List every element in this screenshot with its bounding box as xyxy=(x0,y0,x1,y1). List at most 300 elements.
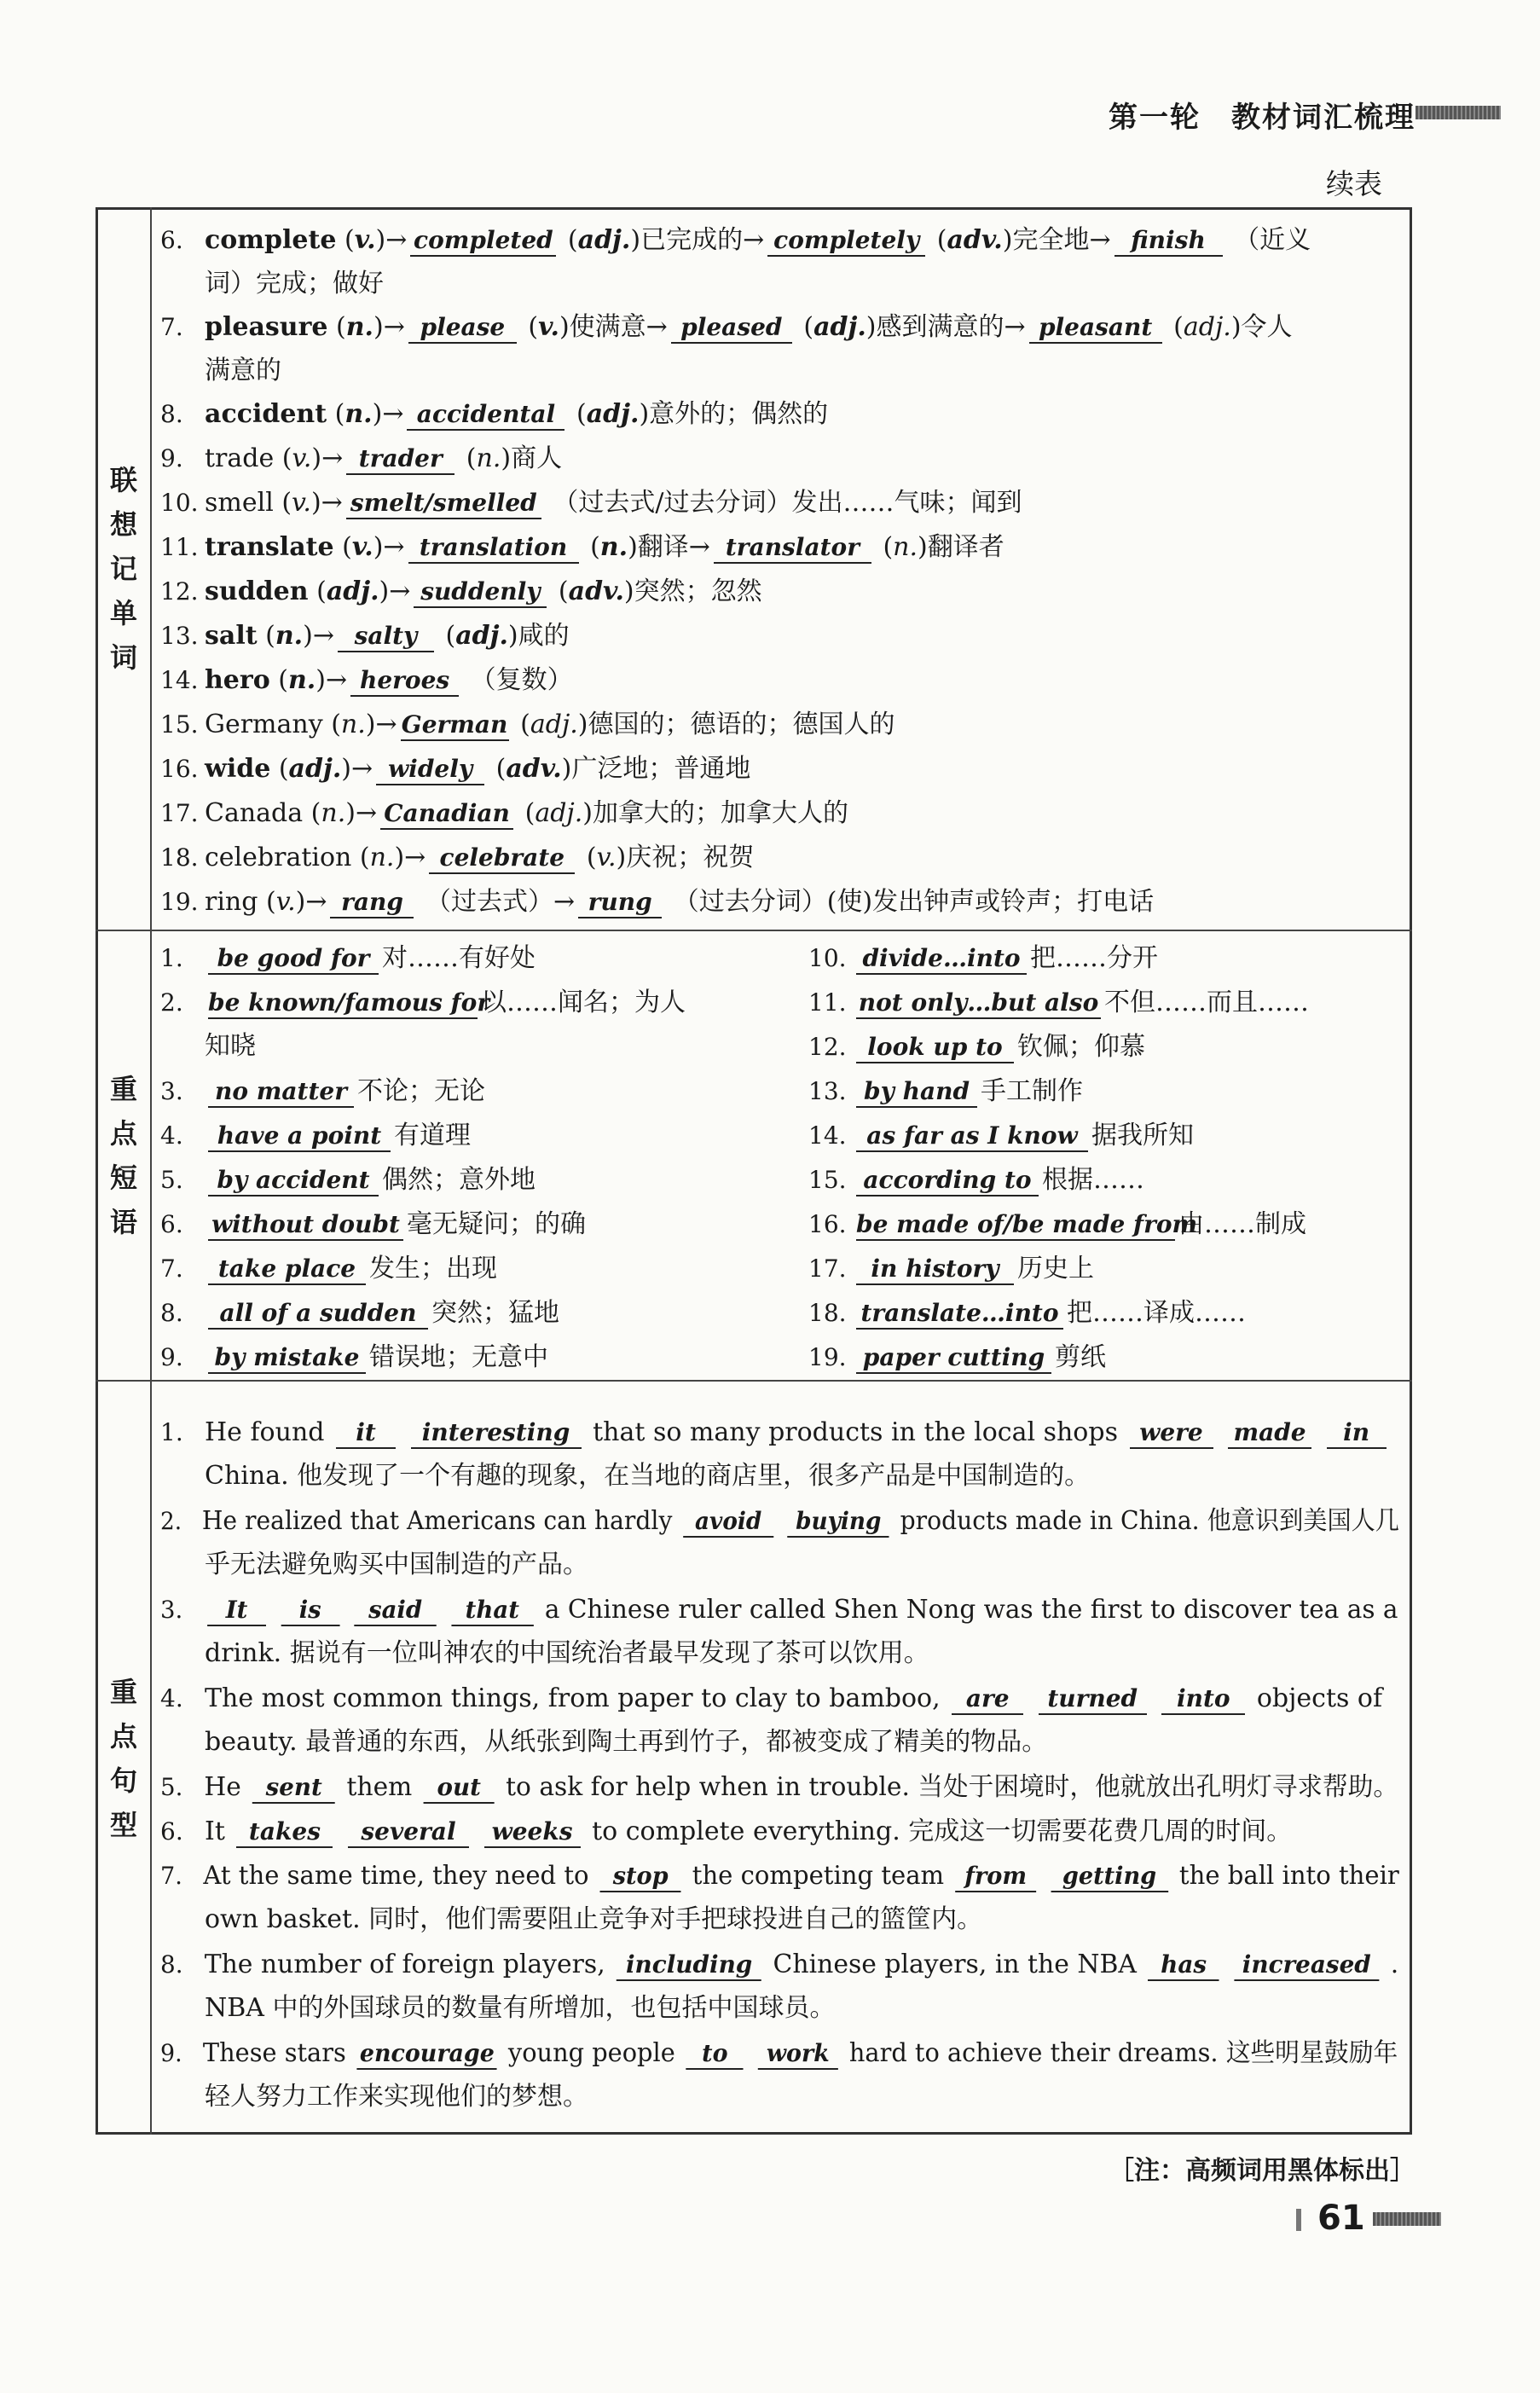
answer-blank: has xyxy=(1148,1950,1219,1981)
text-run: )完全地→ xyxy=(1002,225,1111,255)
text-run: )→ xyxy=(365,710,397,739)
answer-blank: by mistake xyxy=(208,1343,366,1374)
part-of-speech: adj. xyxy=(535,798,583,828)
section-label-char: 型 xyxy=(109,1808,137,1841)
text-run: Canada ( xyxy=(205,798,321,828)
answer-blank: celebrate xyxy=(429,843,575,874)
phrase-entry xyxy=(808,1163,1144,1197)
part-of-speech: v. xyxy=(596,843,617,872)
item-number: 17. xyxy=(160,799,199,827)
word-entry xyxy=(160,663,573,698)
answer-blank: by accident xyxy=(208,1166,379,1196)
answer-blank: avoid xyxy=(683,1507,773,1538)
answer-blank: suddenly xyxy=(414,577,547,608)
keyword: hero xyxy=(205,665,270,695)
text-run: ( xyxy=(559,225,578,255)
part-of-speech: adj. xyxy=(586,399,640,429)
text-run: trade ( xyxy=(205,443,292,473)
continuation-line: own basket. 同时，他们需要阻止竞争对手把球投进自己的篮筐内。 xyxy=(205,1904,983,1934)
item-number: 7. xyxy=(160,313,183,341)
item-number: 13. xyxy=(160,622,199,650)
text-run: )突然；忽然 xyxy=(623,577,762,606)
part-of-speech: adj. xyxy=(455,621,508,651)
answer-blank: from xyxy=(955,1862,1036,1892)
answer-blank: by hand xyxy=(856,1077,977,1108)
part-of-speech: adj. xyxy=(1183,312,1231,342)
item-number: 19. xyxy=(160,888,199,916)
text-run: . xyxy=(1382,1950,1399,1979)
answer-blank: were xyxy=(1130,1418,1213,1449)
item-number: 10. xyxy=(808,944,847,972)
phrase-meaning: 把……分开 xyxy=(1030,943,1158,973)
text-run xyxy=(269,1595,277,1625)
answer-blank: smelt/smelled xyxy=(346,489,541,519)
answer-blank: not only…but also xyxy=(856,988,1101,1019)
phrase-entry xyxy=(808,986,1309,1020)
phrase-meaning: 发生；出现 xyxy=(369,1254,497,1283)
answer-blank: without doubt xyxy=(208,1210,403,1241)
item-number: 10. xyxy=(160,489,199,517)
section-label-char: 句 xyxy=(109,1764,137,1797)
text-run xyxy=(777,1506,784,1536)
phrase-entry xyxy=(160,986,686,1020)
section-label-char: 联 xyxy=(109,463,137,496)
answer-blank: are xyxy=(952,1684,1023,1715)
text-run xyxy=(1217,1417,1225,1447)
text-run: a Chinese ruler called Shen Nong was the first to discover tea as a xyxy=(536,1595,1398,1625)
word-entry xyxy=(160,797,848,831)
item-number: 3. xyxy=(160,1077,183,1105)
sentence-entry xyxy=(160,1593,1398,1627)
item-number: 8. xyxy=(160,1299,183,1327)
part-of-speech: v. xyxy=(275,887,296,917)
part-of-speech: n. xyxy=(476,443,501,473)
section-divider xyxy=(96,1380,1412,1382)
sentence-entry xyxy=(160,1682,1382,1716)
text-run: )广泛地；普通地 xyxy=(561,754,751,784)
answer-blank: accidental xyxy=(407,400,564,431)
phrase-meaning: 由……制成 xyxy=(1178,1209,1306,1239)
phrase-meaning: 不但……而且…… xyxy=(1104,988,1309,1017)
text-run: ring ( xyxy=(205,887,276,917)
part-of-speech: adj. xyxy=(813,312,866,342)
item-number: 18. xyxy=(160,843,199,872)
text-run: These stars xyxy=(202,2038,354,2068)
answer-blank: have a point xyxy=(208,1121,391,1152)
continuation-line: China. 他发现了一个有趣的现象，在当地的商店里，很多产品是中国制造的。 xyxy=(205,1461,1091,1491)
sentence-entry xyxy=(160,1859,1399,1893)
phrase-entry xyxy=(160,1163,536,1197)
phrase-meaning: 以……闻名；为人 xyxy=(481,988,686,1017)
text-run: ( xyxy=(333,532,352,562)
sentence-entry xyxy=(160,1504,1399,1538)
answer-blank: work xyxy=(758,2039,838,2070)
text-run: Germany ( xyxy=(205,710,341,739)
text-run: hard to achieve their dreams. 这些明星鼓励年 xyxy=(841,2038,1398,2068)
phrase-meaning: 毫无疑问；的确 xyxy=(407,1209,586,1239)
answer-blank: translation xyxy=(408,533,579,564)
text-run: )→ xyxy=(341,754,373,784)
text-run: )德国的；德语的；德国人的 xyxy=(577,710,895,739)
text-run: （过去分词）(使)发出钟声或铃声；打电话 xyxy=(665,887,1155,917)
text-run: At the same time, they need to xyxy=(203,1861,597,1891)
answer-blank: that xyxy=(451,1596,533,1626)
phrase-meaning: 不论；无论 xyxy=(357,1076,485,1106)
text-run: The most common things, from paper to clay to bamboo, xyxy=(205,1683,949,1713)
answer-blank: it xyxy=(336,1418,396,1449)
answer-blank: sent xyxy=(252,1773,335,1804)
text-run: )令人 xyxy=(1230,312,1293,342)
phrase-entry xyxy=(160,1296,559,1330)
item-number: 19. xyxy=(808,1343,847,1371)
footnote: ［注：高频词用黑体标出］ xyxy=(1109,2156,1416,2186)
item-number: 11. xyxy=(160,533,199,561)
phrase-entry xyxy=(160,1252,497,1286)
item-number: 17. xyxy=(808,1254,847,1283)
phrase-entry xyxy=(160,1208,586,1242)
answer-blank: in history xyxy=(856,1254,1014,1285)
item-number: 11. xyxy=(808,988,847,1017)
text-run: to ask for help when in trouble. 当处于困境时，他就放出孔明灯寻求帮助。 xyxy=(497,1772,1399,1802)
text-run: ( xyxy=(1165,312,1184,342)
answer-blank: finish xyxy=(1114,226,1223,257)
text-run xyxy=(343,1595,350,1625)
text-run xyxy=(1223,1950,1230,1979)
continuation-line: NBA 中的外国球员的数量有所增加，也包括中国球员。 xyxy=(205,1993,836,2023)
phrase-entry xyxy=(160,1075,485,1109)
phrase-meaning: 历史上 xyxy=(1017,1254,1094,1283)
word-entry xyxy=(160,885,1154,919)
item-number: 9. xyxy=(160,444,183,472)
item-number: 5. xyxy=(160,1773,183,1801)
answer-blank: pleasant xyxy=(1029,313,1162,344)
phrase-entry xyxy=(808,1030,1145,1064)
phrase-meaning: 有道理 xyxy=(394,1121,471,1150)
text-run xyxy=(1315,1417,1323,1447)
answer-blank: widely xyxy=(376,755,484,785)
text-run: ( xyxy=(578,843,597,872)
text-run: )翻译→ xyxy=(628,532,710,562)
part-of-speech: n. xyxy=(340,710,366,739)
text-run: ( xyxy=(512,710,530,739)
text-run: He xyxy=(204,1772,250,1802)
text-run: smell ( xyxy=(205,488,292,518)
phrase-meaning: 剪纸 xyxy=(1055,1342,1106,1372)
text-run: ( xyxy=(519,312,539,342)
word-entry xyxy=(160,619,570,653)
section-label-char: 词 xyxy=(109,640,137,674)
answer-blank: several xyxy=(348,1817,469,1848)
text-run: ( xyxy=(582,532,600,562)
item-number: 8. xyxy=(160,1950,183,1979)
phrase-meaning: 偶然；意外地 xyxy=(382,1165,536,1195)
part-of-speech: n. xyxy=(287,665,316,695)
text-run: )→ xyxy=(345,798,378,828)
phrase-meaning: 对……有好处 xyxy=(382,943,536,973)
answer-blank: heroes xyxy=(350,666,459,697)
text-run xyxy=(336,1816,344,1846)
answer-blank: turned xyxy=(1039,1684,1147,1715)
text-run: )使满意→ xyxy=(559,312,668,342)
part-of-speech: n. xyxy=(345,312,374,342)
phrase-entry xyxy=(808,1075,1083,1109)
answer-blank: getting xyxy=(1051,1862,1168,1892)
section-divider xyxy=(96,930,1412,931)
item-number: 16. xyxy=(808,1210,847,1238)
item-number: 4. xyxy=(160,1121,183,1150)
answer-blank: according to xyxy=(856,1166,1039,1196)
phrase-meaning: 手工制作 xyxy=(981,1076,1083,1106)
continued-label: 续表 xyxy=(1326,167,1382,200)
part-of-speech: adj. xyxy=(577,225,631,255)
item-number: 6. xyxy=(160,226,183,254)
page-tick xyxy=(1296,2209,1301,2231)
text-run: young people xyxy=(500,2038,683,2068)
part-of-speech: n. xyxy=(275,621,304,651)
keyword: wide xyxy=(205,754,271,784)
text-run xyxy=(1027,1683,1035,1713)
text-run: )加拿大的；加拿大人的 xyxy=(582,798,848,828)
answer-blank: German xyxy=(401,710,509,741)
item-number: 12. xyxy=(160,577,199,605)
continuation-line: 乎无法避免购买中国制造的产品。 xyxy=(205,1550,588,1579)
text-run: )咸的 xyxy=(507,621,570,651)
answer-blank: takes xyxy=(236,1817,333,1848)
answer-blank: look up to xyxy=(856,1033,1014,1063)
sentence-entry xyxy=(160,1770,1398,1805)
text-run: )→ xyxy=(311,443,344,473)
sentence-entry xyxy=(160,2037,1398,2071)
text-run: ( xyxy=(874,532,894,562)
phrase-meaning: 突然；猛地 xyxy=(431,1298,559,1328)
section-label-char: 点 xyxy=(109,1719,137,1753)
part-of-speech: v. xyxy=(351,532,373,562)
text-run: （过去式/过去分词）发出……气味；闻到 xyxy=(544,488,1022,518)
phrase-entry xyxy=(808,1341,1106,1375)
section-label-char: 重 xyxy=(109,1675,137,1708)
page-number: 61 xyxy=(1317,2199,1365,2238)
part-of-speech: adv. xyxy=(568,577,624,606)
text-run: )→ xyxy=(379,577,411,606)
word-entry xyxy=(160,530,1004,565)
part-of-speech: adv. xyxy=(506,754,562,784)
keyword: sudden xyxy=(205,577,309,606)
part-of-speech: v. xyxy=(354,225,376,255)
continuation-line: 满意的 xyxy=(205,356,281,385)
text-run: （近义 xyxy=(1225,225,1311,255)
text-run: to complete everything. 完成这一切需要花费几周的时间。 xyxy=(583,1816,1293,1846)
word-entry xyxy=(160,397,828,432)
item-number: 1. xyxy=(160,1418,183,1446)
section-label-words xyxy=(96,207,152,930)
keyword: pleasure xyxy=(205,312,328,342)
text-run: The number of foreign players, xyxy=(204,1950,614,1979)
text-run: )→ xyxy=(372,399,404,429)
text-run xyxy=(1150,1683,1159,1713)
answer-blank: stop xyxy=(600,1862,681,1892)
text-run xyxy=(440,1595,448,1625)
phrase-entry xyxy=(808,1119,1194,1153)
answer-blank: rang xyxy=(330,888,414,918)
text-run: Chinese players, in the NBA xyxy=(765,1950,1145,1979)
text-run: products made in China. 他意识到美国人几 xyxy=(892,1506,1399,1536)
part-of-speech: v. xyxy=(292,443,312,473)
item-number: 6. xyxy=(160,1817,183,1845)
item-number: 4. xyxy=(160,1684,183,1712)
text-run xyxy=(747,2038,755,2068)
text-run: ( xyxy=(270,754,289,784)
section-label-char: 想 xyxy=(109,507,137,541)
answer-blank: translator xyxy=(714,533,871,564)
item-number: 15. xyxy=(808,1166,847,1194)
answer-blank: pleased xyxy=(671,313,792,344)
keyword: complete xyxy=(205,225,337,255)
text-run: )庆祝；祝贺 xyxy=(616,843,755,872)
phrase-entry xyxy=(808,1208,1306,1242)
phrase-meaning: 根据…… xyxy=(1042,1165,1144,1195)
text-run: )→ xyxy=(303,621,334,651)
text-run: )→ xyxy=(373,532,405,562)
part-of-speech: adj. xyxy=(288,754,342,784)
answer-blank: be good for xyxy=(208,944,379,975)
text-run: ( xyxy=(488,754,507,784)
text-run: the competing team xyxy=(684,1861,952,1891)
text-run: （过去式）→ xyxy=(417,887,576,917)
part-of-speech: v. xyxy=(292,488,311,518)
item-number: 18. xyxy=(808,1299,847,1327)
part-of-speech: n. xyxy=(344,399,373,429)
text-run: )已完成的→ xyxy=(630,225,765,255)
item-number: 9. xyxy=(160,1343,183,1371)
text-run: ( xyxy=(327,399,345,429)
part-of-speech: n. xyxy=(369,843,395,872)
section-label-char: 点 xyxy=(109,1117,137,1150)
continuation-line: 知晓 xyxy=(205,1031,256,1061)
word-entry xyxy=(160,223,1311,258)
answer-blank: including xyxy=(617,1950,761,1981)
part-of-speech: v. xyxy=(538,312,559,342)
answer-blank: Canadian xyxy=(380,799,513,830)
item-number: 3. xyxy=(160,1596,183,1624)
phrase-entry xyxy=(160,942,536,976)
part-of-speech: adv. xyxy=(947,225,1003,255)
item-number: 6. xyxy=(160,1210,183,1238)
item-number: 1. xyxy=(160,944,183,972)
answer-blank: encourage xyxy=(357,2039,497,2070)
part-of-speech: n. xyxy=(321,798,346,828)
answer-blank: no matter xyxy=(208,1077,354,1108)
answer-blank: be known/famous for xyxy=(208,988,478,1019)
text-run: ( xyxy=(269,665,288,695)
phrase-meaning: 据我所知 xyxy=(1091,1121,1194,1150)
text-run: ( xyxy=(517,798,536,828)
text-run: )意外的；偶然的 xyxy=(639,399,829,429)
continuation-line: 轻人努力工作来实现他们的梦想。 xyxy=(205,2082,588,2112)
item-number: 7. xyxy=(160,1254,183,1283)
section-label-char: 单 xyxy=(109,596,137,629)
answer-blank: paper cutting xyxy=(856,1343,1051,1374)
text-run: )翻译者 xyxy=(918,532,1004,562)
word-entry xyxy=(160,442,562,476)
header-decoration xyxy=(1416,106,1501,119)
answer-blank: completely xyxy=(767,226,925,257)
answer-blank: translate…into xyxy=(856,1299,1063,1330)
text-run: )→ xyxy=(394,843,426,872)
continuation-line: 词）完成；做好 xyxy=(205,269,384,298)
phrase-meaning: 把……译成…… xyxy=(1067,1298,1246,1328)
text-run xyxy=(399,1417,408,1447)
answer-blank: as far as I know xyxy=(856,1121,1088,1152)
item-number: 13. xyxy=(808,1077,847,1105)
word-entry xyxy=(160,310,1293,345)
answer-blank: into xyxy=(1161,1684,1245,1715)
text-run: ( xyxy=(795,312,814,342)
text-run: them xyxy=(339,1772,420,1802)
keyword: translate xyxy=(205,532,334,562)
text-run: ( xyxy=(929,225,947,255)
text-run: ( xyxy=(437,621,456,651)
text-run: ( xyxy=(308,577,327,606)
item-number: 15. xyxy=(160,710,199,739)
section-label-char: 记 xyxy=(109,552,137,585)
phrase-entry xyxy=(160,1119,471,1153)
answer-blank: be made of/be made from xyxy=(856,1210,1175,1241)
chapter-title: 第一轮 教材词汇梳理 xyxy=(1109,101,1416,135)
phrase-entry xyxy=(160,1341,548,1375)
part-of-speech: n. xyxy=(893,532,918,562)
sentence-entry xyxy=(160,1815,1292,1849)
answer-blank: completed xyxy=(410,226,556,257)
keyword: salt xyxy=(205,621,258,651)
text-run: )→ xyxy=(310,488,343,518)
sentence-entry xyxy=(160,1948,1398,1982)
section-label-char: 短 xyxy=(109,1162,137,1194)
answer-blank: is xyxy=(281,1596,339,1626)
text-run: )商人 xyxy=(501,443,563,473)
text-run: He found xyxy=(205,1417,333,1447)
answer-blank: rung xyxy=(578,888,662,918)
text-run: )感到满意的→ xyxy=(866,312,1026,342)
answer-blank: It xyxy=(207,1596,266,1626)
word-entry xyxy=(160,486,1022,520)
section-label-char: 重 xyxy=(109,1073,137,1105)
answer-blank: in xyxy=(1327,1418,1387,1449)
section-label-sentences xyxy=(96,1382,152,2135)
text-run: ( xyxy=(550,577,569,606)
item-number: 2. xyxy=(160,1507,182,1535)
item-number: 8. xyxy=(160,400,183,428)
page-decoration xyxy=(1373,2212,1441,2226)
continuation-line: beauty. 最普通的东西，从纸张到陶土再到竹子，都被变成了精美的物品。 xyxy=(205,1727,1048,1757)
text-run: objects of xyxy=(1248,1683,1383,1713)
text-run: He realized that Americans can hardly xyxy=(201,1506,680,1536)
text-run: )→ xyxy=(373,312,405,342)
text-run: celebration ( xyxy=(205,843,370,872)
item-number: 14. xyxy=(808,1121,847,1150)
word-entry xyxy=(160,752,750,786)
text-run: （复数） xyxy=(462,665,573,695)
phrase-entry xyxy=(808,1296,1246,1330)
item-number: 7. xyxy=(160,1862,182,1890)
text-run: )→ xyxy=(316,665,348,695)
text-run: ( xyxy=(257,621,275,651)
text-run: the ball into their xyxy=(1171,1861,1399,1891)
item-number: 14. xyxy=(160,666,199,694)
keyword: accident xyxy=(205,399,327,429)
answer-blank: said xyxy=(354,1596,436,1626)
part-of-speech: adj. xyxy=(326,577,379,606)
part-of-speech: n. xyxy=(599,532,628,562)
